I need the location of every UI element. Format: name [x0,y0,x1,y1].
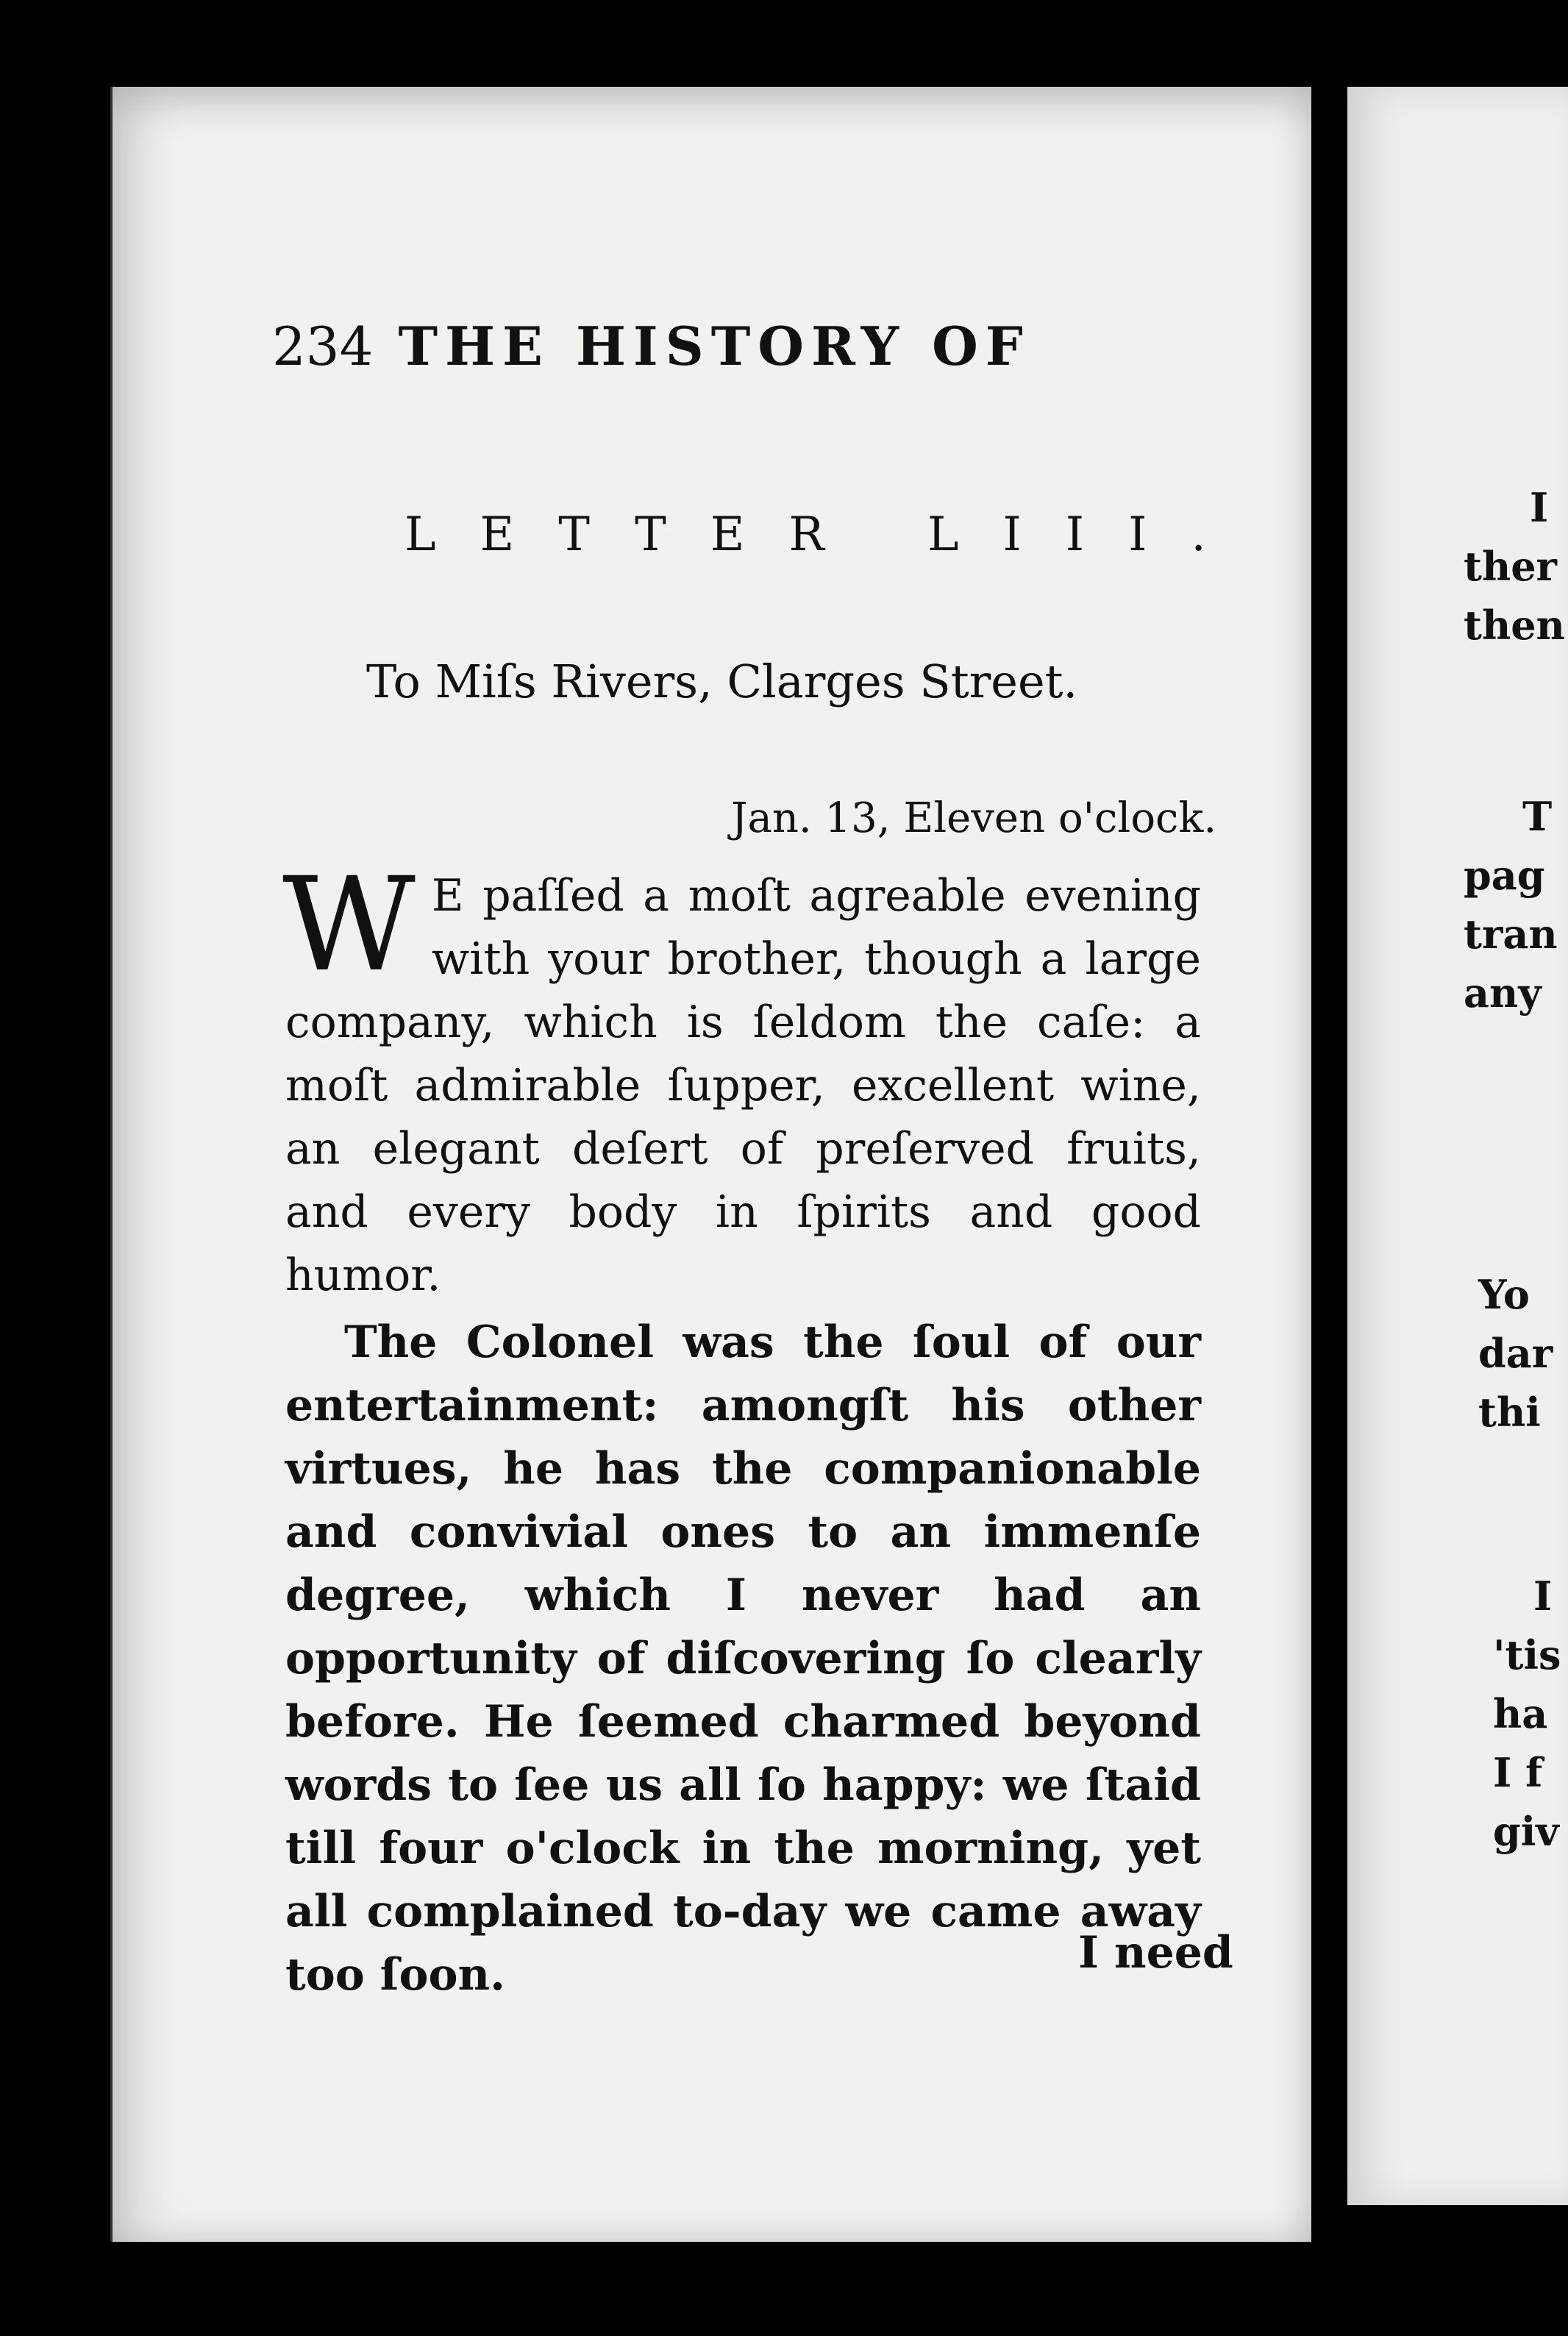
right-fragment: any [1464,969,1542,1016]
letter-heading: LETTER LIII. [405,508,1250,562]
right-fragment: 'tis [1493,1631,1561,1678]
page-number: 234 [272,316,374,377]
right-fragment: tran [1464,911,1558,958]
drop-cap: W [282,850,416,1000]
right-fragment: I f [1493,1749,1543,1796]
right-fragment: ha [1493,1690,1548,1737]
paragraph-1-text: E paſſed a moſt agreable evening with your brother, though a large company, which is ſeldom the caſe: a moſt admirable ſupper, excellent wine, an elegant deſert of preſerved fruits, and every body in ſpirits and good humor. [285,870,1201,1301]
catchword: I need [1078,1927,1233,1979]
letter-date: Jan. 13, Eleven o'clock. [731,794,1217,842]
right-fragment: thi [1478,1389,1541,1436]
paragraph-2: The Colonel was the ſoul of our entertainment: amongſt his other virtues, he has the companionable and convivial ones to an immenſe degree, which I never had an opportunity of diſcovering ſo clearly before. He ſeemed charmed beyond words to ſee us all ſo happy: we ſtaid till four o'clock in the morning, yet all complained to-day we came away too ſoon. [285,1317,1201,2001]
paragraph-1 [282,850,1201,1307]
right-fragment: Yo [1478,1271,1530,1318]
right-fragment: ther [1464,543,1558,590]
running-head [272,315,1030,377]
right-fragment: giv [1493,1808,1559,1855]
right-fragment: I [1530,484,1549,531]
right-fragment: dar [1478,1330,1553,1377]
right-fragment: T [1522,793,1553,840]
right-fragment: then [1464,602,1565,649]
letter-address: To Miſs Rivers, Clarges Street. [366,655,1078,708]
right-fragment: I [1533,1573,1553,1620]
right-page [1347,87,1568,2205]
running-head-title: THE HISTORY OF [398,315,1030,377]
right-fragment: pag [1464,852,1545,899]
